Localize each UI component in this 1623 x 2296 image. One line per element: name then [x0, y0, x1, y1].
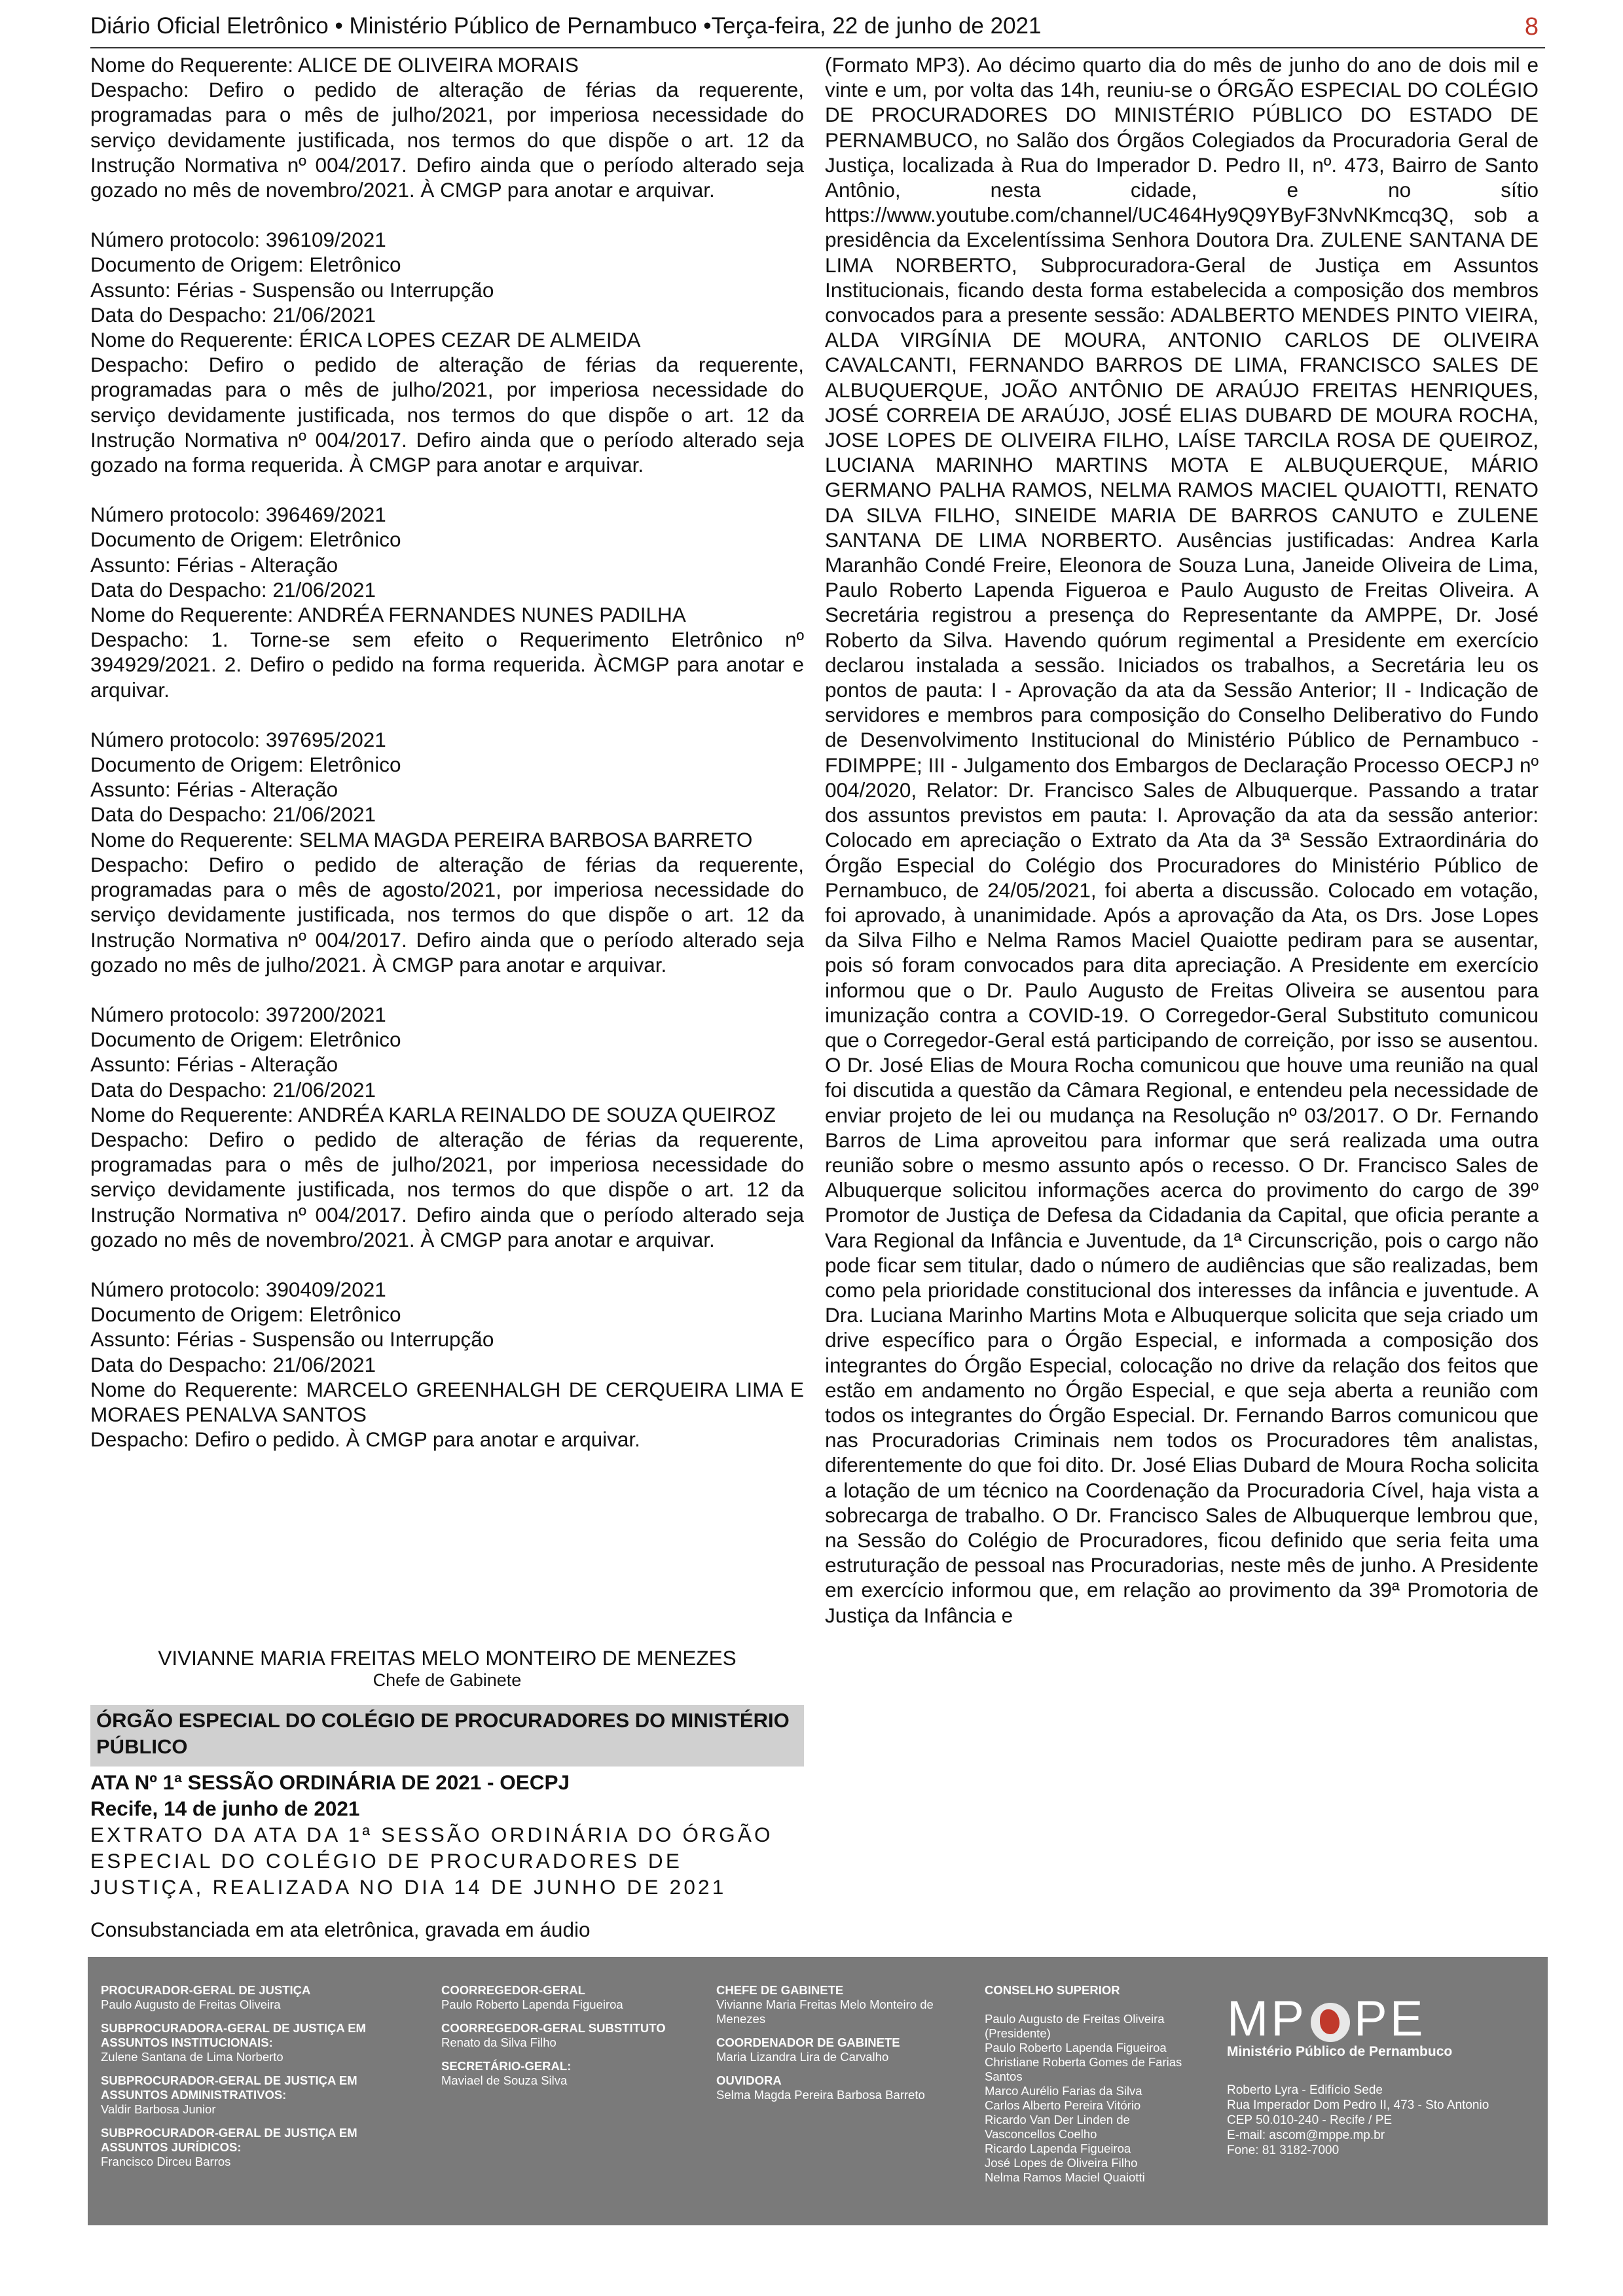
signatory-role: Chefe de Gabinete [373, 1670, 522, 1690]
footer-col-4 [985, 1983, 1194, 2185]
conselho-member: Ricardo Lapenda Figueiroa [985, 2142, 1131, 2155]
footer-group [716, 2036, 965, 2064]
record-block [90, 1277, 804, 1452]
ata-title: ATA Nº 1ª SESSÃO ORDINÁRIA DE 2021 - OECPJ [90, 1770, 570, 1794]
footer-heading: PROCURADOR-GERAL DE JUSTIÇA [101, 1983, 311, 1997]
footer-group [441, 1983, 690, 2012]
ata-date: Recife, 14 de junho de 2021 [90, 1797, 360, 1820]
record-protocolo: Número protocolo: 397695/2021 [90, 727, 386, 751]
signature-block [90, 1646, 804, 1691]
footer-heading: SUBPROCURADOR-GERAL DE JUSTIÇA EM ASSUNTOS JURÍDICOS: [101, 2126, 357, 2154]
conselho-member: Marco Aurélio Farias da Silva [985, 2084, 1142, 2098]
record-data: Data do Despacho: 21/06/2021 [90, 577, 376, 601]
footer-value: Paulo Roberto Lapenda Figueiroa [441, 1998, 623, 2011]
footer-value: Maria Lizandra Lira de Carvalho [716, 2050, 889, 2064]
footer-heading: COORDENADOR DE GABINETE [716, 2036, 900, 2049]
footer-col-3 [716, 1983, 965, 2111]
despacho-text: Despacho: Defiro o pedido de alteração de férias da requerente, programadas para o mês de julho/2021, por imperiosa necessidade do serviço devidamente justificada, nos termos do que dispõe o art. 12 da Instrução Normativa nº 004/2017. Defiro ainda que o período alterado seja gozado no mês de novembro/2021. À CMGP para anotar e arquivar. [90, 78, 804, 202]
record-requerente: Nome do Requerente: SELMA MAGDA PEREIRA BARBOSA BARRETO [90, 827, 753, 852]
record-protocolo: Número protocolo: 390409/2021 [90, 1277, 386, 1301]
logo-address [1227, 2083, 1522, 2158]
footer [88, 1957, 1548, 2225]
right-column [825, 52, 1539, 1628]
footer-col-1 [101, 1983, 409, 2178]
footer-heading: CHEFE DE GABINETE [716, 1983, 844, 1997]
record-origem: Documento de Origem: Eletrônico [90, 1302, 401, 1327]
brazil-map-icon [1311, 2003, 1350, 2042]
record-data: Data do Despacho: 21/06/2021 [90, 1077, 376, 1102]
record-requerente: Nome do Requerente: MARCELO GREENHALGH DE CERQUEIRA LIMA E MORAES PENALVA SANTOS [90, 1377, 804, 1426]
address-line: Fone: 81 3182-7000 [1227, 2144, 1340, 2157]
footer-value: Zulene Santana de Lima Norberto [101, 2050, 283, 2064]
record-assunto: Assunto: Férias - Alteração [90, 1052, 338, 1077]
conselho-heading: CONSELHO SUPERIOR [985, 1983, 1120, 1997]
address-line: Rua Imperador Dom Pedro II, 473 - Sto Antonio [1227, 2098, 1489, 2112]
footer-heading: SUBPROCURADORA-GERAL DE JUSTIÇA EM ASSUNTOS INSTITUCIONAIS: [101, 2021, 366, 2049]
footer-value: Renato da Silva Filho [441, 2036, 556, 2049]
consubstanciada-line: Consubstanciada em ata eletrônica, gravada em áudio [90, 1918, 591, 1941]
footer-value: Selma Magda Pereira Barbosa Barreto [716, 2088, 925, 2102]
conselho-member: Carlos Alberto Pereira Vitório [985, 2098, 1141, 2112]
footer-col-2 [441, 1983, 690, 2097]
requerente-line: Nome do Requerente: ALICE DE OLIVEIRA MORAIS [90, 53, 579, 77]
left-column [90, 52, 804, 1477]
record-despacho: Despacho: Defiro o pedido. À CMGP para anotar e arquivar. [90, 1427, 640, 1452]
logo-mp-text: MP [1227, 1991, 1307, 2047]
conselho-member: Paulo Augusto de Freitas Oliveira (Presidente) [985, 2012, 1165, 2040]
record-despacho: Despacho: Defiro o pedido de alteração de férias da requerente, programadas para o mês de julho/2021, por imperiosa necessidade do serviço devidamente justificada, nos termos do que dispõe o art. 12 da Instrução Normativa nº 004/2017. Defiro ainda que o período alterado seja gozado no mês de novembro/2021. À CMGP para anotar e arquivar. [90, 1127, 804, 1251]
conselho-member: Ricardo Van Der Linden de Vasconcellos Coelho [985, 2113, 1130, 2141]
record-block [90, 727, 804, 977]
record-protocolo: Número protocolo: 396109/2021 [90, 228, 386, 252]
record-assunto: Assunto: Férias - Suspensão ou Interrupção [90, 1327, 494, 1352]
footer-group [716, 2073, 965, 2102]
record-requerente: Nome do Requerente: ANDRÉA FERNANDES NUNES PADILHA [90, 603, 686, 627]
logo-pe-text: PE [1354, 1991, 1426, 2047]
record-protocolo: Número protocolo: 397200/2021 [90, 1002, 386, 1026]
footer-value: Francisco Dirceu Barros [101, 2155, 231, 2168]
footer-heading: SECRETÁRIO-GERAL: [441, 2059, 572, 2073]
record-block [90, 1002, 804, 1252]
section-header: ÓRGÃO ESPECIAL DO COLÉGIO DE PROCURADORES DO MINISTÉRIO PÚBLICO [90, 1705, 804, 1767]
footer-group [441, 2059, 690, 2088]
footer-group [101, 1983, 409, 2012]
record-data: Data do Despacho: 21/06/2021 [90, 1352, 376, 1376]
footer-group [716, 1983, 965, 2026]
record-origem: Documento de Origem: Eletrônico [90, 253, 401, 277]
record-despacho: Despacho: Defiro o pedido de alteração de férias da requerente, programadas para o mês de agosto/2021, por imperiosa necessidade do serviço devidamente justificada, nos termos do que dispõe o art. 12 da Instrução Normativa nº 004/2017. Defiro ainda que o período alterado seja gozado no mês de julho/2021. À CMGP para anotar e arquivar. [90, 852, 804, 977]
record-requerente: Nome do Requerente: ÉRICA LOPES CEZAR DE ALMEIDA [90, 328, 641, 352]
record-despacho: Despacho: 1. Torne-se sem efeito o Requerimento Eletrônico nº 394929/2021. 2. Defiro o pedido na forma requerida. ÀCMGP para anotar e arquivar. [90, 628, 804, 702]
footer-group [101, 2021, 409, 2064]
conselho-member: José Lopes de Oliveira Filho [985, 2156, 1138, 2170]
record-origem: Documento de Origem: Eletrônico [90, 753, 401, 777]
conselho-member: Christiane Roberta Gomes de Farias Santos [985, 2055, 1182, 2083]
record-data: Data do Despacho: 21/06/2021 [90, 302, 376, 327]
footer-heading: COORREGEDOR-GERAL [441, 1983, 585, 1997]
record-requerente: Nome do Requerente: ANDRÉA KARLA REINALDO DE SOUZA QUEIROZ [90, 1102, 776, 1126]
record-assunto: Assunto: Férias - Alteração [90, 778, 338, 802]
conselho-member: Nelma Ramos Maciel Quaiotti [985, 2170, 1145, 2184]
footer-group [101, 2073, 409, 2117]
footer-group [101, 2126, 409, 2169]
address-line: CEP 50.010-240 - Recife / PE [1227, 2113, 1393, 2127]
record-assunto: Assunto: Férias - Alteração [90, 552, 338, 577]
record-origem: Documento de Origem: Eletrônico [90, 1028, 401, 1052]
footer-value: Vivianne Maria Freitas Melo Monteiro de Menezes [716, 1998, 934, 2026]
page-number: 8 [1524, 13, 1539, 41]
logo-org-name: Ministério Público de Pernambuco [1227, 2044, 1453, 2059]
record-data: Data do Despacho: 21/06/2021 [90, 802, 376, 827]
record-despacho: Despacho: Defiro o pedido de alteração de férias da requerente, programadas para o mês de julho/2021, por imperiosa necessidade do serviço devidamente justificada, nos termos do que dispõe o art. 12 da Instrução Normativa nº 004/2017. Defiro ainda que o período alterado seja gozado na forma requerida. À CMGP para anotar e arquivar. [90, 353, 804, 477]
record-protocolo: Número protocolo: 396469/2021 [90, 503, 386, 527]
footer-value: Paulo Augusto de Freitas Oliveira [101, 1998, 281, 2011]
footer-heading: COORREGEDOR-GERAL SUBSTITUTO [441, 2021, 666, 2035]
record-block [90, 502, 804, 702]
header-title: Diário Oficial Eletrônico • Ministério Público de Pernambuco •Terça-feira, 22 de junho de 2021 [90, 13, 1042, 39]
footer-heading: SUBPROCURADOR-GERAL DE JUSTIÇA EM ASSUNTOS ADMINISTRATIVOS: [101, 2073, 357, 2102]
address-line: E-mail: ascom@mppe.mp.br [1227, 2128, 1385, 2142]
signatory-name: VIVIANNE MARIA FREITAS MELO MONTEIRO DE MENEZES [158, 1646, 737, 1670]
record-assunto: Assunto: Férias - Suspensão ou Interrupção [90, 278, 494, 302]
footer-value: Valdir Barbosa Junior [101, 2102, 216, 2116]
page-header [90, 9, 1545, 48]
conselho-member: Paulo Roberto Lapenda Figueiroa [985, 2041, 1167, 2054]
mppe-logo [1227, 1991, 1522, 2158]
footer-value: Maviael de Souza Silva [441, 2073, 568, 2087]
footer-heading: OUVIDORA [716, 2073, 782, 2087]
footer-group [441, 2021, 690, 2050]
record-origem: Documento de Origem: Eletrônico [90, 528, 401, 552]
address-line: Roberto Lyra - Edifício Sede [1227, 2083, 1383, 2097]
ata-body-text: (Formato MP3). Ao décimo quarto dia do mês de junho do ano de dois mil e vinte e um, por volta das 14h, reuniu-se o ÓRGÃO ESPECIAL DO COLÉGIO DE PROCURADORES DO MINISTÉRIO PÚBLICO DO ESTADO DE PERNAMBUCO, no Salão dos Órgãos Colegiados da Procuradoria Geral de Justiça, localizada à Rua do Imperador D. Pedro II, nº. 473, Bairro de Santo Antônio, nesta cidade, e no sítio https://www.youtube.com/channel/UC464Hy9Q9YByF3NvNKmcq3Q, sob a presidência da Excelentíssima Senhora Doutora Dra. ZULENE SANTANA DE LIMA NORBERTO, Subprocuradora-Geral de Justiça em Assuntos Institucionais, ficando desta forma estabelecida a composição dos membros convocados para a presente sessão: ADALBERTO MENDES PINTO VIEIRA, ALDA VIRGÍNIA DE MOURA, ANTONIO CARLOS DE OLIVEIRA CAVALCANTI, FERNANDO BARROS DE LIMA, FRANCISCO SALES DE ALBUQUERQUE, JOÃO ANTÔNIO DE ARAÚJO FREITAS HENRIQUES, JOSÉ CORREIA DE ARAÚJO, JOSÉ ELIAS DUBARD DE MOURA ROCHA, JOSE LOPES DE OLIVEIRA FILHO, LAÍSE TARCILA ROSA DE QUEIROZ, LUCIANA MARINHO MARTINS MOTA E ALBUQUERQUE, MÁRIO GERMANO PALHA RAMOS, NELMA RAMOS MACIEL QUAIOTTI, RENATO DA SILVA FILHO, SINEIDE MARIA DE BARROS CANUTO e ZULENE SANTANA DE LIMA NORBERTO. Ausências justificadas: Andrea Karla Maranhão Condé Freire, Eleonora de Souza Luna, Janeide Oliveira de Lima, Paulo Roberto Lapenda Figueroa e Paulo Augusto de Freitas Oliveira. A Secretária registrou a presença do Representante da AMPPE, Dr. José Roberto da Silva. Havendo quórum regimental a Presidente em exercício declarou instalada a sessão. Iniciados os trabalhos, a Secretária leu os pontos de pauta: I - Aprovação da ata da Sessão Anterior; II - Indicação de servidores e membros para composição do Conselho Deliberativo do Fundo de Desenvolvimento Institucional do Ministério Público de Pernambuco - FDIMPPE; III - Julgamento dos Embargos de Declaração Processo OECPJ nº 004/2020, Relator: Dr. Francisco Sales de Albuquerque. Passando a tratar dos assuntos previstos em pauta: I. Aprovação da ata da sessão anterior: Colocado em apreciação o Extrato da Ata da 3ª Sessão Extraordinária do Órgão Especial do Colégio dos Procuradores do Ministério Público de Pernambuco, de 24/05/2021, foi aberta a discussão. Colocado em votação, foi aprovado, à unanimidade. Após a aprovação da Ata, os Drs. Jose Lopes da Silva Filho e Nelma Ramos Maciel Quaiotte pediram para se ausentar, pois só foram convocados para dita apreciação. A Presidente em exercício informou que o Dr. Paulo Augusto de Freitas Oliveira se ausentou para imunização contra a COVID-19. O Corregedor-Geral Substituto comunicou que o Corregedor-Geral está participando de correição, por isso se ausentou. O Dr. José Elias de Moura Rocha comunicou que houve uma reunião na qual foi discutida a questão da Câmara Regional, e entendeu pela necessidade de enviar projeto de lei ou mudança na Resolução nº 03/2017. O Dr. Fernando Barros de Lima aproveitou para informar que será realizada uma outra reunião sobre o mesmo assunto após o recesso. O Dr. Francisco Sales de Albuquerque solicitou informações acerca do provimento do cargo de 39º Promotor de Justiça de Defesa da Cidadania da Capital, que oficia perante a Vara Regional da Infância e Juventude, da 1ª Circunscrição, pois o cargo não pode ficar sem titular, dado o número de audiências que são realizadas, bem como pela prioridade constitucional dos interesses da infância e juventude. A Dra. Luciana Marinho Martins Mota e Albuquerque solicita que seja criado um drive específico para o Órgão Especial, e informada a composição dos integrantes do Órgão Especial, colocação no drive da relação dos feitos que estão em andamento no Órgão Especial, e que seja aberta a reunião com todos os integrantes do Órgão Especial. Dr. Fernando Barros comunicou que nas Procuradorias Criminais nem todos os Procuradores têm analistas, diferentemente do que foi dito. Dr. José Elias Dubard de Moura Rocha solicita a lotação de um técnico na Coordenação da Procuradoria Cível, haja vista a sobrecarga de trabalho. O Dr. Francisco Sales de Albuquerque lembrou que, na Sessão do Colégio de Procuradores, ficou definido que seria feita uma estruturação de pessoal nas Procuradorias, neste mês de junho. A Presidente em exercício informou que, em relação ao provimento da 39ª Promotoria de Justiça da Infância e [825, 53, 1539, 1627]
conselho-list [985, 2012, 1194, 2185]
record-block [90, 227, 804, 477]
records-list [90, 227, 804, 1452]
ata-extract: EXTRATO DA ATA DA 1ª SESSÃO ORDINÁRIA DO ÓRGÃO ESPECIAL DO COLÉGIO DE PROCURADORES DE JUSTIÇA, REALIZADA NO DIA 14 DE JUNHO DE 2021 [90, 1823, 773, 1899]
ata-block [90, 1769, 804, 1900]
despacho-block [90, 52, 804, 202]
